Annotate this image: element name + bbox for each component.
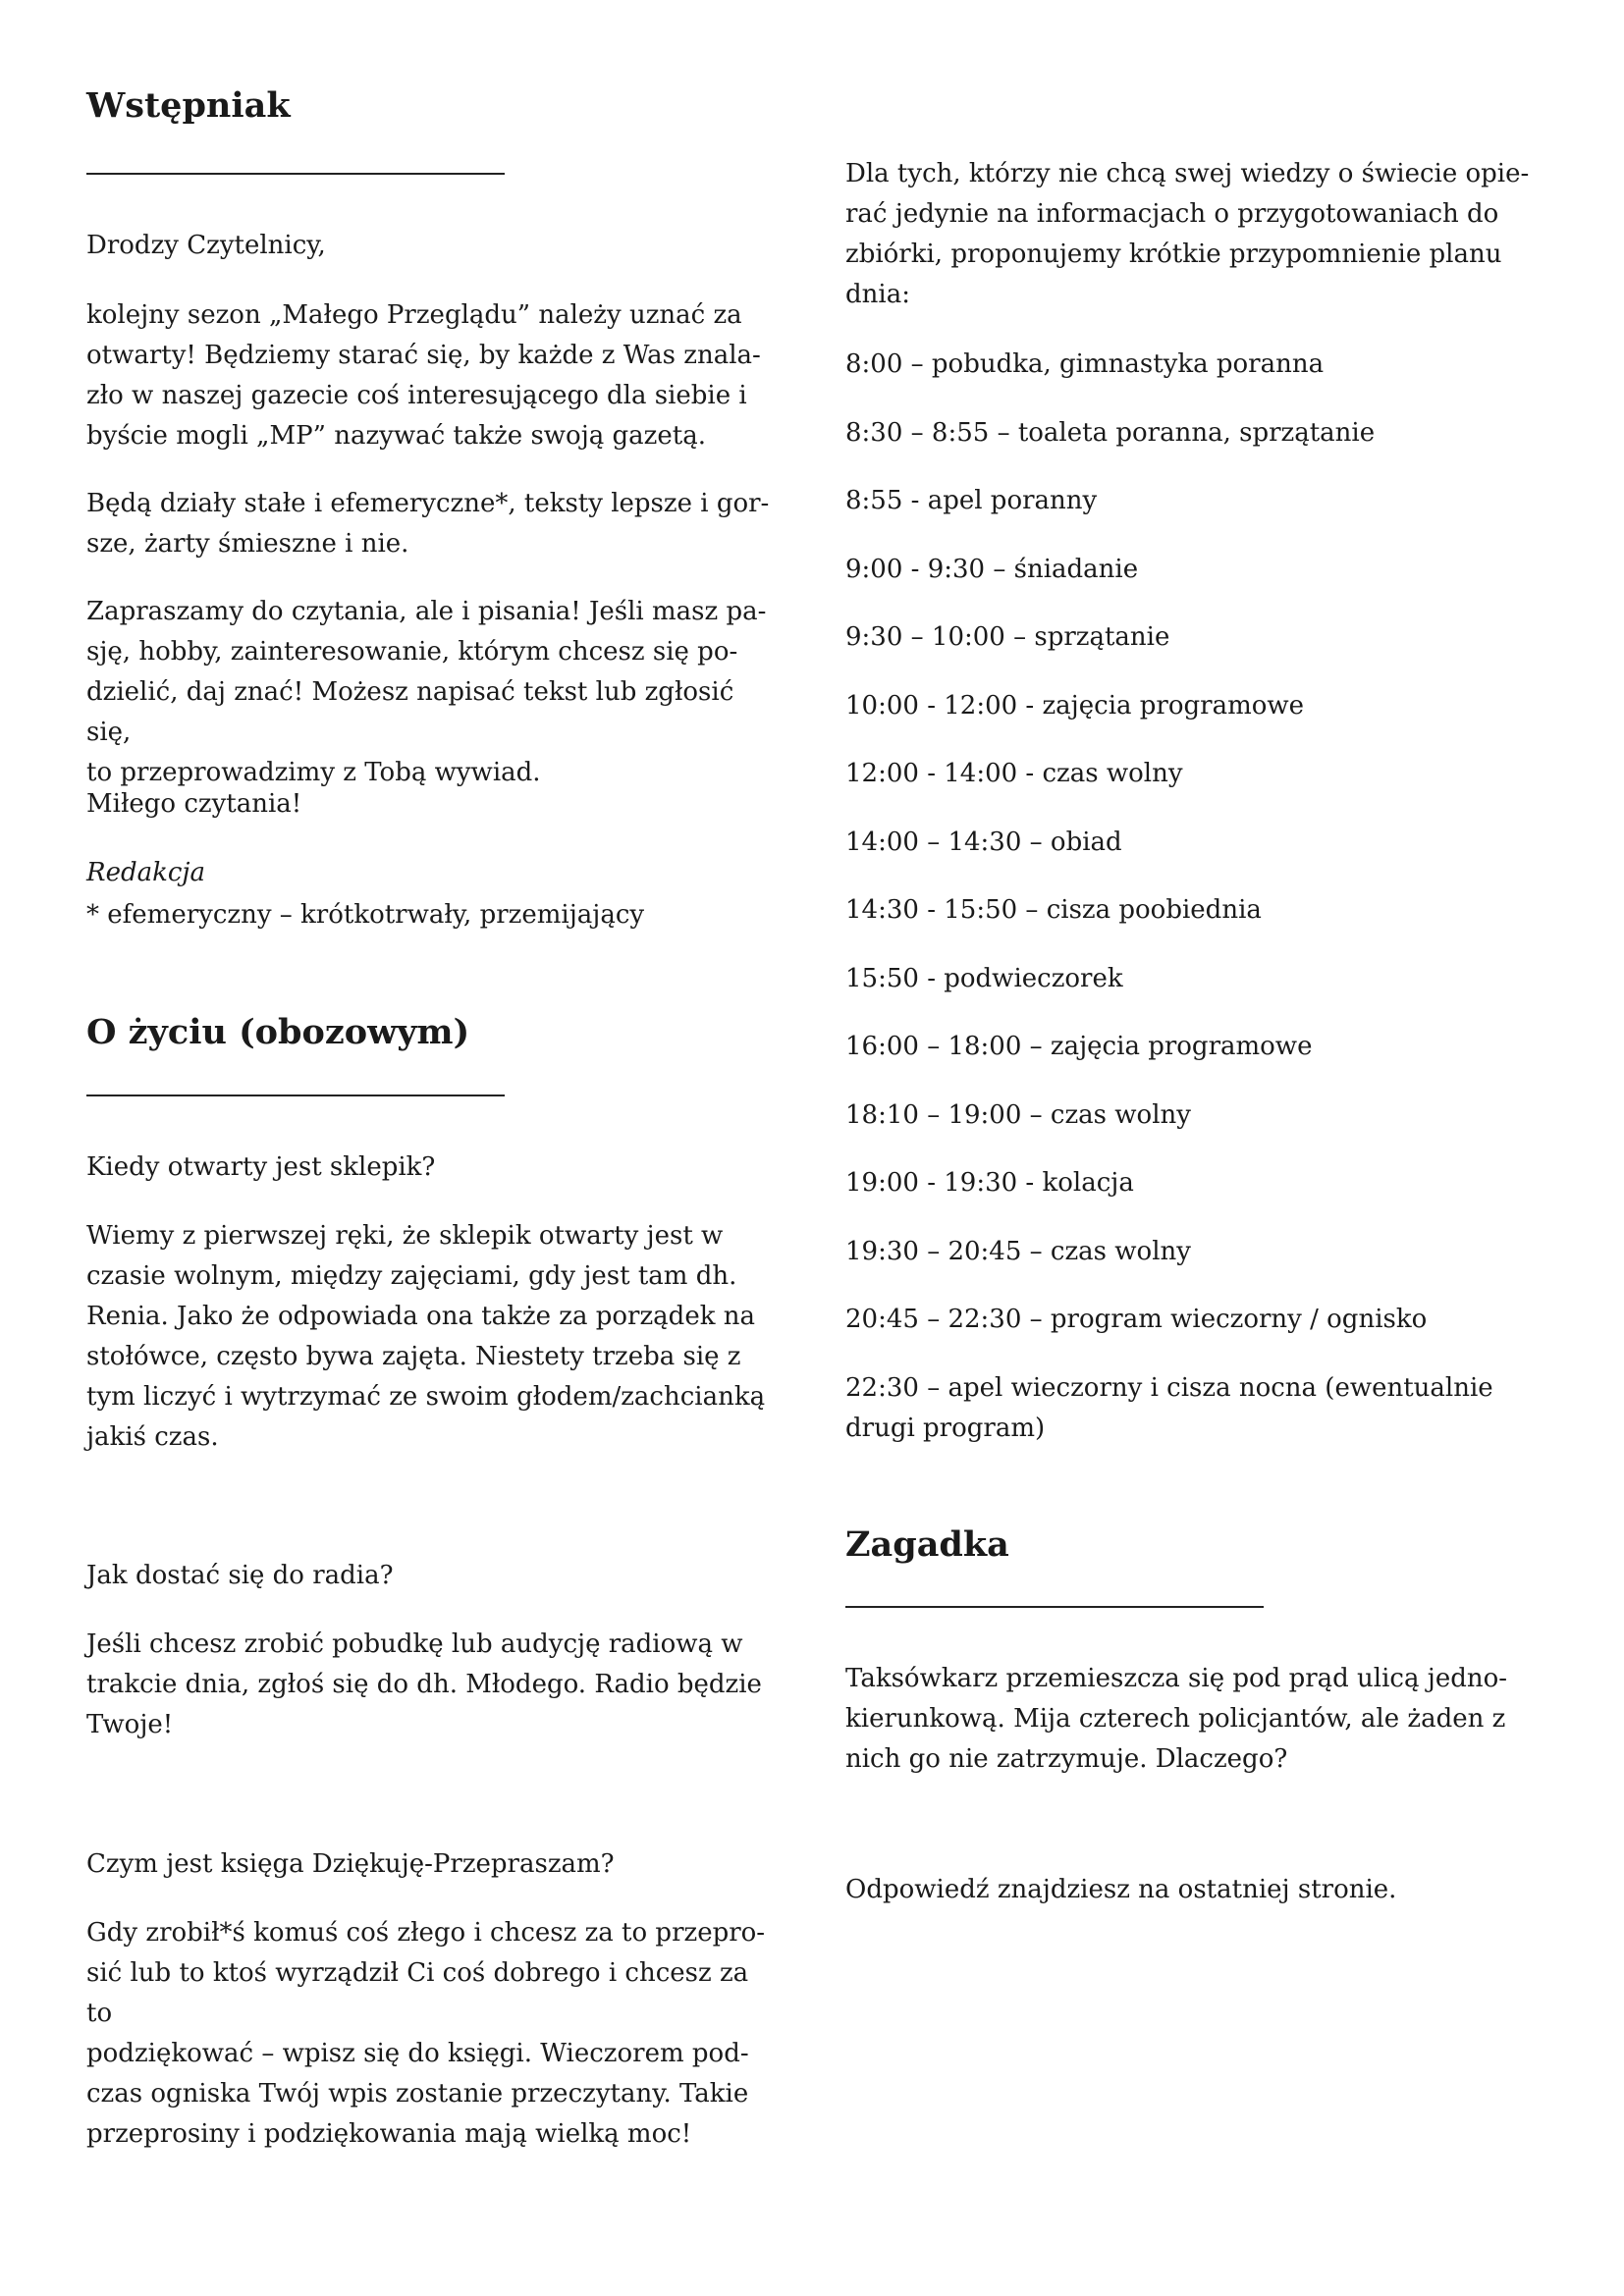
- plan-item: 20:45 – 22:30 – program wieczorny / ognisko: [845, 1305, 1428, 1334]
- editorial-closing: Miłego czytania!: [86, 789, 302, 819]
- greeting: Drodzy Czytelnicy,: [86, 231, 326, 260]
- plan-item: 8:55 - apel poranny: [845, 486, 1098, 515]
- editorial-paragraph-1: kolejny sezon „Małego Przeglądu” należy uznać za otwarty! Będziemy starać się, by każde z Was znala- zło w naszej gazecie coś interesującego dla siebie i byście mogli „MP” nazywać także swoją gazetą.: [86, 300, 761, 451]
- plan-item: 12:00 - 14:00 - czas wolny: [845, 759, 1183, 788]
- editorial-signature: Redakcja: [86, 858, 205, 887]
- plan-item: 22:30 – apel wieczorny i cisza nocna (ewentualnie drugi program): [845, 1373, 1493, 1443]
- faq-question-ksiega: Czym jest księga Dziękuję-Przepraszam?: [86, 1849, 615, 1879]
- plan-item: 16:00 – 18:00 – zajęcia programowe: [845, 1032, 1313, 1061]
- plan-item: 19:00 - 19:30 - kolacja: [845, 1168, 1134, 1198]
- faq-answer-sklepik: Wiemy z pierwszej ręki, że sklepik otwarty jest w czasie wolnym, między zajęciami, gdy jest tam dh. Renia. Jako że odpowiada ona także za porządek na stołówce, często bywa zajęta. Niestety trzeba się z tym liczyć i wytrzymać ze swoim głodem/zachcianką jakiś czas.: [86, 1221, 766, 1452]
- faq-question-sklepik: Kiedy otwarty jest sklepik?: [86, 1152, 436, 1182]
- plan-intro: Dla tych, którzy nie chcą swej wiedzy o świecie opie- rać jedynie na informacjach o przygotowaniach do zbiórki, proponujemy krótkie przypomnienie planu dnia:: [845, 159, 1530, 309]
- section-heading-o-zyciu: O życiu (obozowym): [86, 1012, 470, 1052]
- plan-item: 9:30 – 10:00 – sprzątanie: [845, 622, 1170, 652]
- editorial-paragraph-3: Zapraszamy do czytania, ale i pisania! Jeśli masz pa- sję, hobby, zainteresowanie, którym chcesz się po- dzielić, daj znać! Możesz napisać tekst lub zgłosić się, to przeprowadzimy z Tobą wywiad.: [86, 597, 767, 787]
- editorial-footnote: * efemeryczny – krótkotrwały, przemijający: [86, 900, 645, 930]
- plan-item: 14:00 – 14:30 – obiad: [845, 828, 1122, 857]
- faq-answer-ksiega: Gdy zrobił*ś komuś coś złego i chcesz za to przepro- sić lub to ktoś wyrządził Ci coś dobrego i chcesz za to podziękować – wpisz się do księgi. Wieczorem pod- czas ogniska Twój wpis zostanie przeczytany. Takie przeprosiny i podziękowania mają wielką moc!: [86, 1918, 766, 2149]
- faq-question-radio: Jak dostać się do radia?: [86, 1561, 394, 1590]
- plan-item: 19:30 – 20:45 – czas wolny: [845, 1237, 1191, 1266]
- faq-answer-radio: Jeśli chcesz zrobić pobudkę lub audycję radiową w trakcie dnia, zgłoś się do dh. Młodego. Radio będzie Twoje!: [86, 1629, 762, 1739]
- section-heading-zagadka: Zagadka: [845, 1524, 1009, 1565]
- plan-item: 15:50 - podwieczorek: [845, 964, 1123, 993]
- plan-item: 14:30 - 15:50 – cisza poobiednia: [845, 895, 1262, 925]
- plan-item: 9:00 - 9:30 – śniadanie: [845, 555, 1139, 584]
- plan-item: 18:10 – 19:00 – czas wolny: [845, 1100, 1191, 1130]
- riddle-text: Taksówkarz przemieszcza się pod prąd ulicą jedno- kierunkową. Mija czterech policjantów, ale żaden z nich go nie zatrzymuje. Dlaczego?: [845, 1664, 1508, 1774]
- editorial-paragraph-2: Będą działy stałe i efemeryczne*, teksty lepsze i gor- sze, żarty śmieszne i nie.: [86, 489, 770, 559]
- plan-item: 8:30 – 8:55 – toaleta poranna, sprzątanie: [845, 418, 1376, 448]
- riddle-answer-note: Odpowiedź znajdziesz na ostatniej stronie.: [845, 1875, 1397, 1904]
- section-heading-wstepniak: Wstępniak: [86, 85, 291, 126]
- heading-underline: [86, 1095, 505, 1096]
- plan-item: 8:00 – pobudka, gimnastyka poranna: [845, 349, 1325, 379]
- plan-item: 10:00 - 12:00 - zajęcia programowe: [845, 691, 1305, 721]
- heading-underline: [86, 173, 505, 175]
- heading-underline: [845, 1606, 1264, 1608]
